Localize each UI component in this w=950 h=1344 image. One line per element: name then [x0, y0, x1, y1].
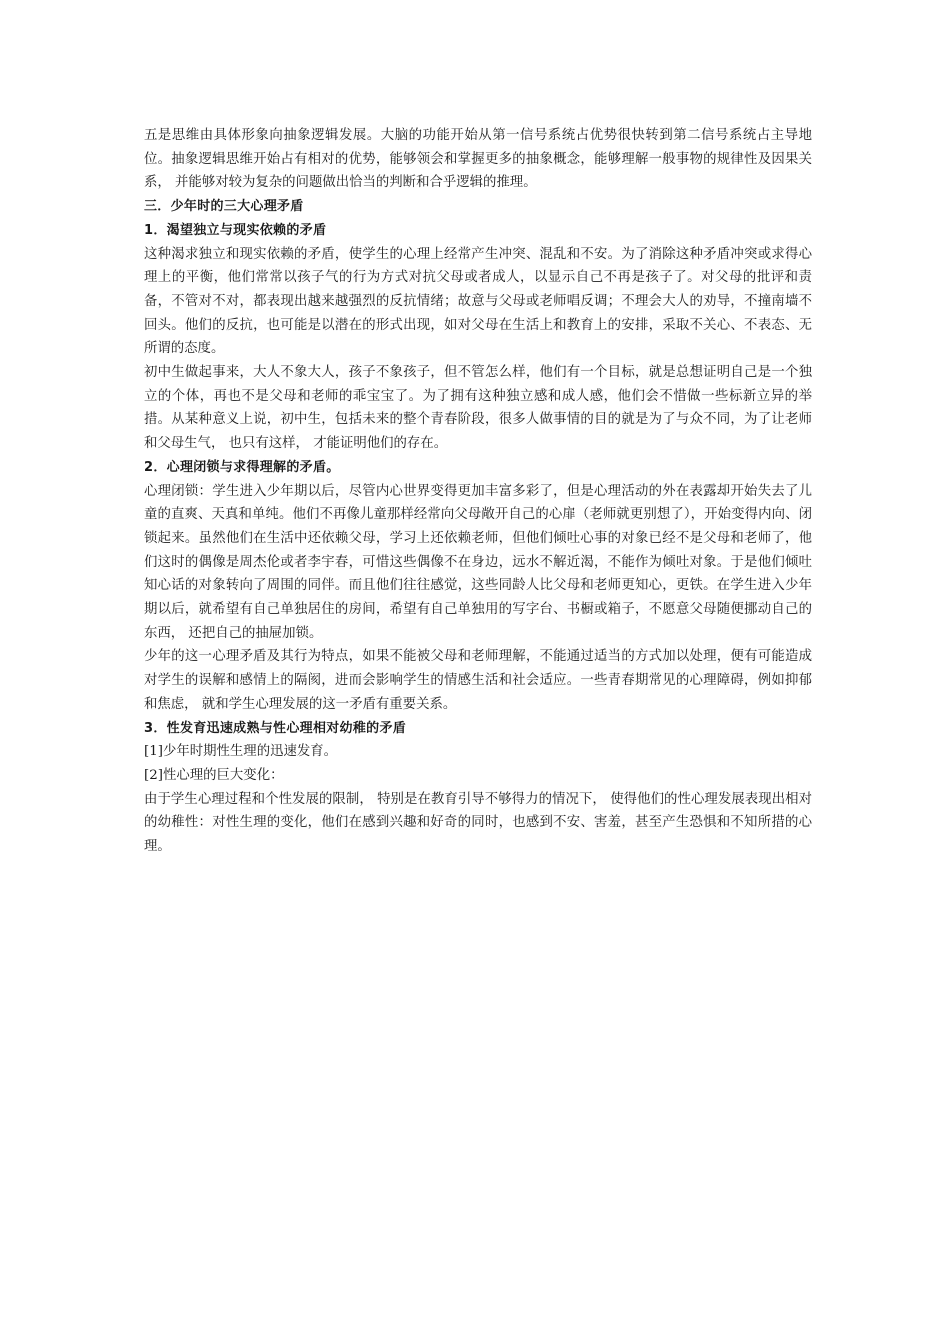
- paragraph-psychological-closure: 心理闭锁：学生进入少年期以后，尽管内心世界变得更加丰富多彩了，但是心理活动的外在表露却开始失去了儿童的直爽、天真和单纯。他们不再像儿童那样经常向父母敞开自己的心扉（老师就更别想了），开始变得内向、闭锁起来。虽然他们在生活中还依赖父母，学习上还依赖老师，但他们倾吐心事的对象已经不是父母和老师了，他们这时的偶像是周杰伦或者李宇春，可惜这些偶像不在身边，远水不解近渴，不能作为倾吐对象。于是他们倾吐知心话的对象转向了周围的同伴。而且他们往往感觉，这些同龄人比父母和老师更知心，更铁。在学生进入少年期以后，就希望有自己单独居住的房间，希望有自己单独用的写字台、书橱或箱子，不愿意父母随便挪动自己的东西， 还把自己的抽屉加锁。: [144, 483, 812, 641]
- paragraph-junior-high-students: 初中生做起事来，大人不象大人，孩子不象孩子，但不管怎么样，他们有一个目标，就是总想证明自己是一个独立的个体，再也不是父母和老师的乖宝宝了。为了拥有这种独立感和成人感，他们会不惜做一些标新立异的举措。从某种意义上说，初中生，包括未来的整个青春阶段，很多人做事情的目的就是为了与众不同，为了让老师和父母生气， 也只有这样， 才能证明他们的存在。: [144, 365, 812, 452]
- subheading-independence-dependence: 1．渴望独立与现实依赖的矛盾: [144, 222, 327, 238]
- paragraph-abstract-thinking: 五是思维由具体形象向抽象逻辑发展。大脑的功能开始从第一信号系统占优势很快转到第二信号系统占主导地位。抽象逻辑思维开始占有相对的优势，能够领会和掌握更多的抽象概念，能够理解一般事物的规律性及因果关系， 并能够对较为复杂的问题做出恰当的判断和合乎逻辑的推理。: [144, 128, 812, 191]
- paragraph-relative-immaturity: 由于学生心理过程和个性发展的限制， 特别是在教育引导不够得力的情况下， 使得他们的性心理发展表现出相对的幼稚性：对性生理的变化，他们在感到兴趣和好奇的同时，也感到不安、害羞，甚至产生恐惧和不知所措的心理。: [144, 791, 812, 855]
- list-item-psychological-change: [2]性心理的巨大变化：: [144, 767, 284, 783]
- document-body: [144, 124, 812, 859]
- subheading-closure-understanding: 2．心理闭锁与求得理解的矛盾。: [144, 459, 340, 475]
- paragraph-independence-conflict: 这种渴求独立和现实依赖的矛盾，使学生的心理上经常产生冲突、混乱和不安。为了消除这种矛盾冲突或求得心理上的平衡，他们常常以孩子气的行为方式对抗父母或者成人，以显示自己不再是孩子了。对父母的批评和责备，不管对不对，都表现出越来越强烈的反抗情绪；故意与父母或老师唱反调；不理会大人的劝导，不撞南墙不回头。他们的反抗，也可能是以潜在的形式出现，如对父母在生活上和教育上的安排，采取不关心、不表态、无所谓的态度。: [144, 246, 812, 357]
- subheading-sexual-development: 3．性发育迅速成熟与性心理相对幼稚的矛盾: [144, 720, 407, 736]
- section-heading-three-contradictions: 三．少年时的三大心理矛盾: [144, 199, 304, 215]
- list-item-physiological-development: [1]少年时期性生理的迅速发育。: [144, 744, 338, 760]
- paragraph-misunderstanding-impact: 少年的这一心理矛盾及其行为特点，如果不能被父母和老师理解，不能通过适当的方式加以处理，便有可能造成对学生的误解和感情上的隔阂，进而会影响学生的情感生活和社会适应。一些青春期常见的心理障碍，例如抑郁和焦虑， 就和学生心理发展的这一矛盾有重要关系。: [144, 649, 812, 712]
